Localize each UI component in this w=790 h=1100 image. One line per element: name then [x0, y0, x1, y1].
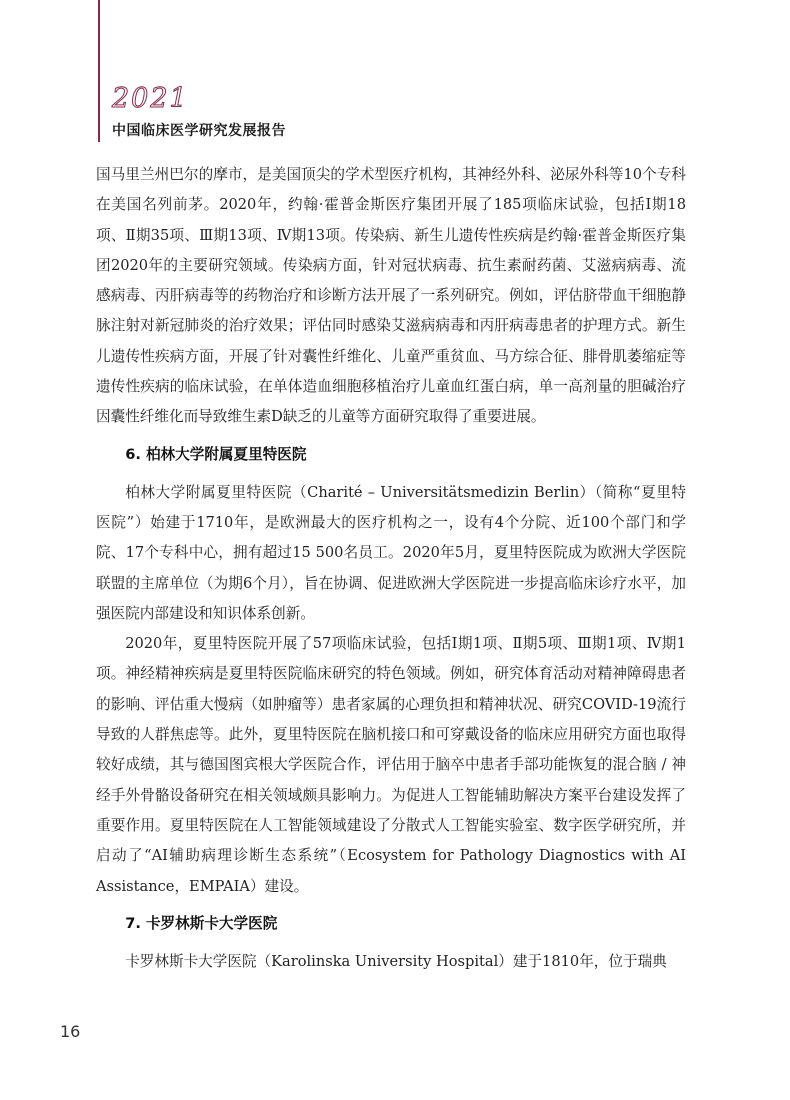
paragraph-charite-research: 2020年，夏里特医院开展了57项临床试验，包括Ⅰ期1项、Ⅱ期5项、Ⅲ期1项、Ⅳ期1项。神经精神疾病是夏里特医院临床研究的特色领域。例如，研究体育活动对精神障碍患者的影响、评估重大慢病（如肿瘤等）患者家属的心理负担和精神状况、研究COVID-19流行导致的人群焦虑等。此外，夏里特医院在脑机接口和可穿戴设备的临床应用研究方面也取得较好成绩，其与德国图宾根大学医院合作，评估用于脑卒中患者手部功能恢复的混合脑 / 神经手外骨骼设备研究在相关领域颇具影响力。为促进人工智能辅助解决方案平台建设发挥了重要作用。夏里特医院在人工智能领域建设了分散式人工智能实验室、数字医学研究所，并启动了“AI辅助病理诊断生态系统”（Ecosystem for Pathology Diagnostics with AI Assistance，EMPAIA）建设。	[96, 635, 686, 895]
running-header-title: 中国临床医学研究发展报告	[112, 123, 286, 139]
paragraph-karolinska-intro: 卡罗林斯卡大学医院（Karolinska University Hospital）建于1810年，位于瑞典	[125, 952, 667, 970]
header-accent-line	[98, 0, 100, 142]
paragraph-charite-intro: 柏林大学附属夏里特医院（Charité – Universitätsmedizin Berlin）（简称“夏里特医院”）始建于1710年，是欧洲最大的医疗机构之一，设有4个分院、近100个部门和学院、17个专科中心，拥有超过15 500名员工。2020年5月，夏里特医院成为欧洲大学医院联盟的主席单位（为期6个月），旨在协调、促进欧洲大学医院进一步提高临床诊疗水平，加强医院内部建设和知识体系创新。	[96, 483, 686, 622]
page-number: 16	[60, 1022, 81, 1041]
section-heading-charite: 6. 柏林大学附属夏里特医院	[125, 445, 307, 463]
page-body	[96, 160, 686, 977]
header-year: 2021	[112, 83, 189, 114]
section-heading-karolinska: 7. 卡罗林斯卡大学医院	[125, 914, 278, 932]
paragraph-johns-hopkins-continued: 国马里兰州巴尔的摩市，是美国顶尖的学术型医疗机构，其神经外科、泌尿外科等10个专科在美国名列前茅。2020年，约翰·霍普金斯医疗集团开展了185项临床试验，包括Ⅰ期18项、Ⅱ期35项、Ⅲ期13项、Ⅳ期13项。传染病、新生儿遗传性疾病是约翰·霍普金斯医疗集团2020年的主要研究领域。传染病方面，针对冠状病毒、抗生素耐药菌、艾滋病病毒、流感病毒、丙肝病毒等的药物治疗和诊断方法开展了一系列研究。例如，评估脐带血干细胞静脉注射对新冠肺炎的治疗效果；评估同时感染艾滋病病毒和丙肝病毒患者的护理方式。新生儿遗传性疾病方面，开展了针对囊性纤维化、儿童严重贫血、马方综合征、腓骨肌萎缩症等遗传性疾病的临床试验，在单体造血细胞移植治疗儿童血红蛋白病，单一高剂量的胆碱治疗因囊性纤维化而导致维生素D缺乏的儿童等方面研究取得了重要进展。	[96, 166, 686, 426]
